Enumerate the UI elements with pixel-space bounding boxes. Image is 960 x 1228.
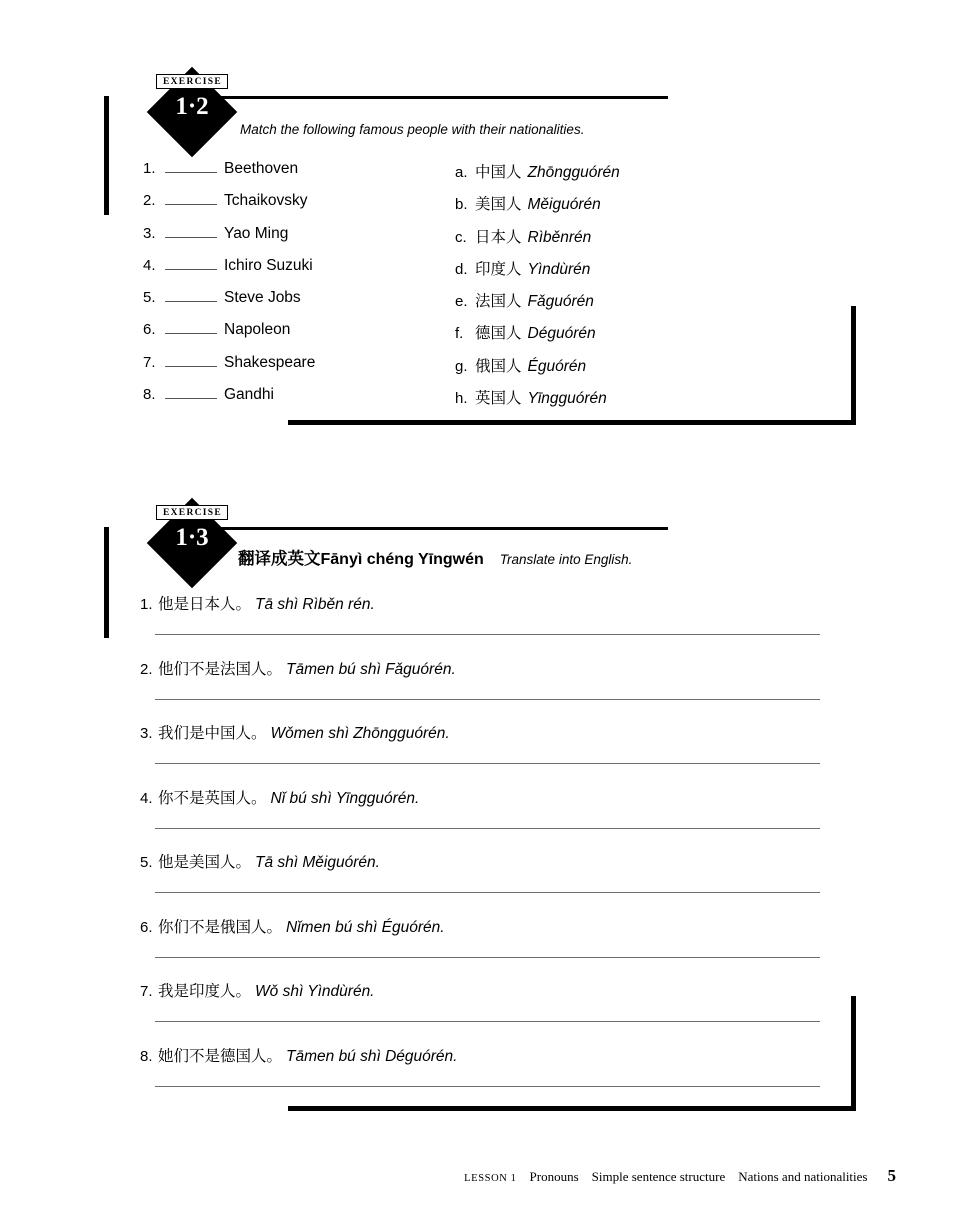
translation-chinese: 你不是英国人。 — [158, 788, 267, 807]
match-name: Tchaikovsky — [224, 192, 308, 210]
translation-number: 8. — [140, 1047, 153, 1065]
answer-rule-5[interactable] — [155, 892, 820, 893]
option-pinyin: Zhōngguórén — [527, 164, 620, 181]
translation-pinyin: Nǐ bú shì Yīngguórén. — [270, 789, 420, 807]
answer-rule-4[interactable] — [155, 828, 820, 829]
match-number: 8. — [143, 386, 156, 404]
option-chinese: 日本人 — [475, 227, 522, 246]
match-number: 3. — [143, 224, 156, 242]
option-letter: f. — [455, 325, 464, 343]
option-letter: e. — [455, 293, 468, 311]
translation-number: 6. — [140, 918, 153, 936]
match-name: Gandhi — [224, 386, 274, 404]
match-name: Napoleon — [224, 321, 291, 339]
option-pinyin: Éguórén — [527, 357, 587, 375]
exercise-badge-label: EXERCISE — [156, 505, 228, 520]
match-name: Beethoven — [224, 160, 299, 177]
option-letter: g. — [455, 357, 468, 375]
translation-item-6 — [140, 915, 457, 980]
exercise-1-3-heading — [238, 548, 632, 571]
exercise-badge-label: EXERCISE — [156, 74, 228, 89]
page-footer — [0, 1166, 960, 1186]
answer-rule-1[interactable] — [155, 634, 820, 635]
option-letter: c. — [455, 228, 467, 246]
translation-chinese: 她们不是德国人。 — [158, 1046, 283, 1065]
translation-list — [140, 592, 457, 1108]
match-number: 6. — [143, 321, 156, 339]
translation-number: 4. — [140, 789, 153, 807]
translation-item-7 — [140, 979, 457, 1044]
exercise-1-2-directions: Match the following famous people with their nationalities. — [240, 122, 585, 137]
heading-english: Translate into English. — [499, 552, 633, 567]
translation-number: 5. — [140, 854, 153, 871]
heading-pinyin: Fānyì chéng Yīngwén — [320, 551, 484, 568]
translation-pinyin: Wǒ shì Yìndùrén. — [255, 983, 375, 1000]
option-letter: b. — [455, 196, 468, 214]
option-chinese: 德国人 — [475, 324, 522, 343]
option-letter: d. — [455, 260, 468, 278]
match-number: 1. — [143, 160, 156, 177]
option-chinese: 印度人 — [475, 259, 522, 278]
footer-lesson: LESSON 1 — [464, 1173, 517, 1184]
translation-chinese: 他是美国人。 — [158, 853, 252, 871]
heading-chinese: 翻译成英文 — [238, 549, 321, 568]
match-number: 2. — [143, 192, 156, 210]
option-chinese: 法国人 — [475, 292, 522, 311]
translation-item-8 — [140, 1044, 457, 1109]
exercise-1-3-badge — [146, 497, 238, 589]
translation-pinyin: Tāmen bú shì Déguórén. — [286, 1047, 458, 1065]
translation-pinyin: Tā shì Rìběn rén. — [255, 596, 375, 613]
translation-number: 1. — [140, 596, 153, 613]
translation-number: 7. — [140, 983, 153, 1000]
option-chinese: 俄国人 — [475, 356, 522, 375]
answer-rule-7[interactable] — [155, 1021, 820, 1022]
translation-item-1 — [140, 592, 457, 657]
option-pinyin: Déguórén — [527, 325, 596, 343]
footer-crumb-2: Simple sentence structure — [591, 1169, 726, 1184]
match-name: Yao Ming — [224, 224, 289, 242]
translation-item-2 — [140, 657, 457, 722]
option-letter: a. — [455, 164, 468, 181]
match-name: Shakespeare — [224, 353, 316, 371]
exercise-1-3-right-frame — [851, 996, 856, 1110]
translation-chinese: 他是日本人。 — [158, 595, 252, 613]
exercise-number: 1·2 — [175, 93, 209, 120]
footer-crumb-1: Pronouns — [529, 1169, 579, 1184]
exercise-1-3-top-rule — [196, 527, 668, 530]
translation-chinese: 我们是中国人。 — [158, 724, 267, 742]
translation-chinese: 你们不是俄国人。 — [158, 917, 283, 936]
match-name: Ichiro Suzuki — [224, 256, 313, 274]
translation-number: 3. — [140, 725, 153, 742]
exercise-1-3-left-frame — [104, 527, 109, 638]
match-number: 5. — [143, 289, 156, 307]
translation-number: 2. — [140, 660, 153, 678]
translation-pinyin: Wǒmen shì Zhōngguórén. — [270, 725, 450, 742]
answer-rule-6[interactable] — [155, 957, 820, 958]
translation-item-3 — [140, 721, 457, 786]
answer-rule-2[interactable] — [155, 699, 820, 700]
translation-item-4 — [140, 786, 457, 851]
answer-rule-8[interactable] — [155, 1086, 820, 1087]
translation-pinyin: Tā shì Měiguórén. — [255, 854, 380, 871]
footer-crumb-3: Nations and nationalities — [738, 1169, 868, 1184]
translation-item-5 — [140, 850, 457, 915]
translation-chinese: 我是印度人。 — [158, 982, 252, 1000]
option-chinese: 英国人 — [475, 389, 522, 408]
page-number: 5 — [887, 1166, 896, 1185]
match-name: Steve Jobs — [224, 289, 301, 307]
exercise-number: 1·3 — [175, 524, 209, 551]
option-pinyin: Yīngguórén — [527, 390, 607, 408]
option-chinese: 中国人 — [475, 163, 522, 181]
translation-pinyin: Tāmen bú shì Fǎguórén. — [286, 660, 456, 678]
match-number: 4. — [143, 256, 156, 274]
option-chinese: 美国人 — [475, 195, 522, 214]
translation-pinyin: Nǐmen bú shì Éguórén. — [286, 918, 445, 936]
option-pinyin: Yìndùrén — [527, 260, 591, 278]
answer-rule-3[interactable] — [155, 763, 820, 764]
match-number: 7. — [143, 353, 156, 371]
option-pinyin: Fǎguórén — [527, 293, 594, 311]
translation-chinese: 他们不是法国人。 — [158, 659, 283, 678]
option-pinyin: Rìběnrén — [527, 228, 592, 246]
option-pinyin: Měiguórén — [527, 196, 601, 214]
option-letter: h. — [455, 390, 468, 408]
